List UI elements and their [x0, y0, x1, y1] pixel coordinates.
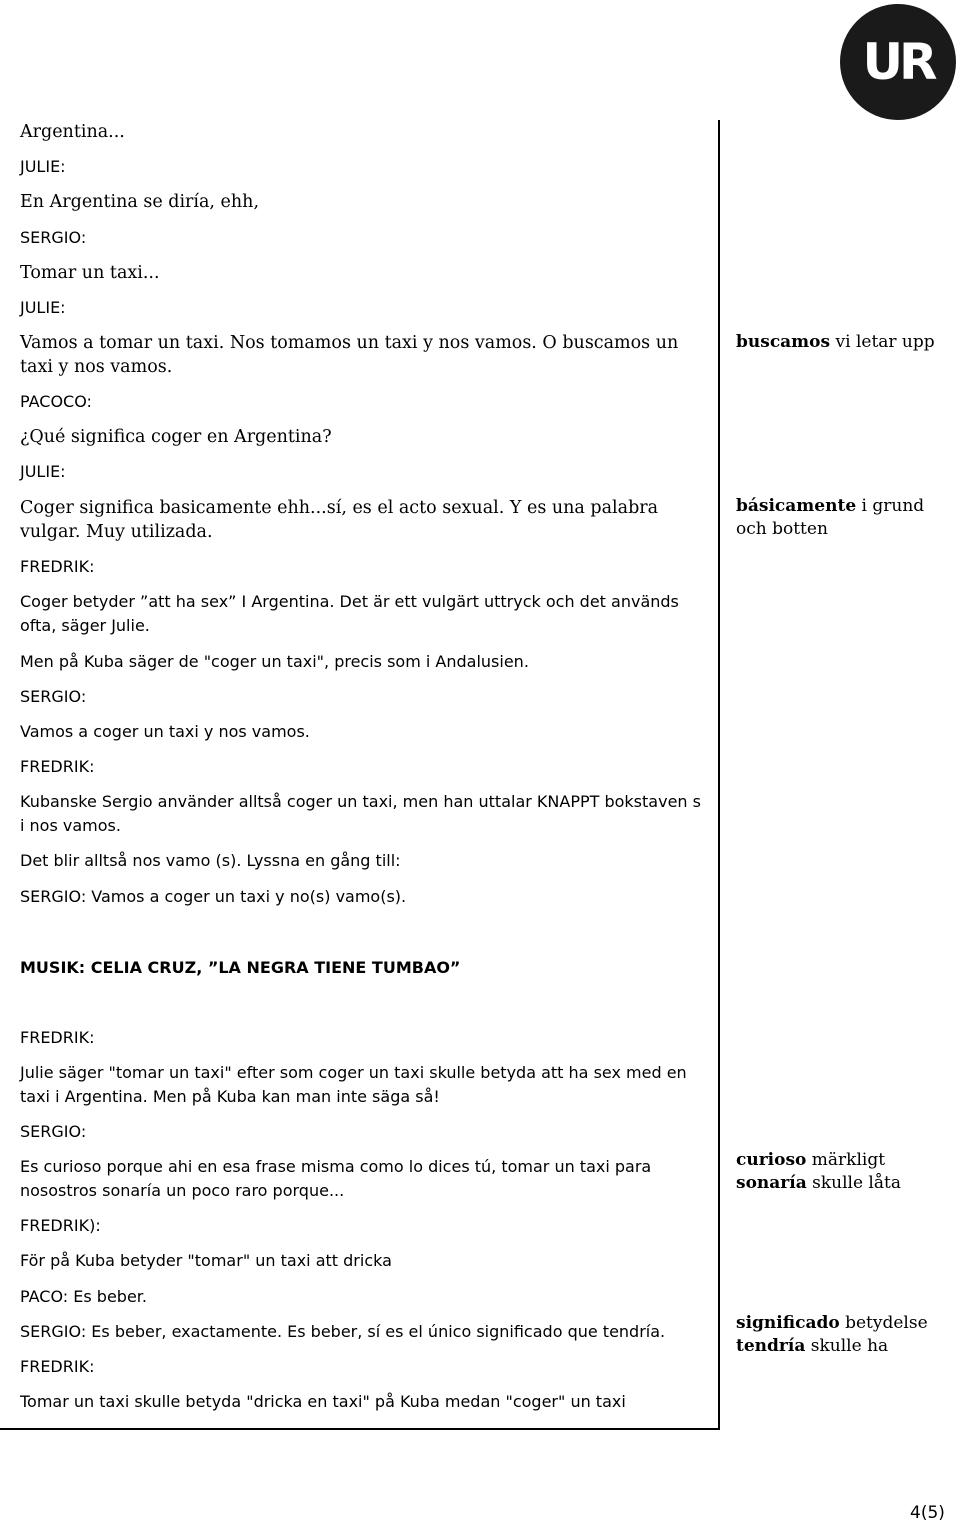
transcript-line: Men på Kuba säger de "coger un taxi", precis som i Andalusien. [20, 652, 529, 671]
ur-logo: UR [840, 4, 956, 120]
speaker-label: SERGIO: [20, 1122, 87, 1141]
glossary-meaning: märkligt [806, 1150, 886, 1170]
speaker-label: FREDRIK: [20, 757, 95, 776]
transcript-line: Julie säger "tomar un taxi" efter som coger un taxi skulle betyda att ha sex med en taxi i Argentina. Men på Kuba kan man inte säga så! [20, 1063, 687, 1106]
transcript-line: Coger betyder ”att ha sex” I Argentina. Det är ett vulgärt uttryck och det används ofta, säger Julie. [20, 592, 679, 635]
glossary-meaning: betydelse [839, 1313, 928, 1333]
speaker-label: FREDRIK): [20, 1216, 101, 1235]
transcript-line: Vamos a coger un taxi y nos vamos. [20, 722, 310, 741]
glossary-meaning: skulle ha [805, 1336, 889, 1356]
glossary-word: sonaría [736, 1173, 807, 1193]
column-divider [718, 120, 720, 1430]
speaker-label: JULIE: [20, 462, 66, 481]
glossary-meaning: skulle låta [806, 1173, 901, 1193]
transcript-line: Det blir alltså nos vamo (s). Lyssna en gång till: [20, 851, 401, 870]
transcript-line: ¿Qué significa coger en Argentina? [20, 427, 332, 447]
speaker-label: JULIE: [20, 157, 66, 176]
transcript-line: Vamos a tomar un taxi. Nos tomamos un taxi y nos vamos. O buscamos un taxi y nos vamos. [20, 333, 679, 377]
glossary-word: buscamos [736, 332, 831, 352]
transcript-line: En Argentina se diría, ehh, [20, 192, 260, 212]
bottom-border [0, 1428, 720, 1430]
glossary-entry [736, 495, 958, 541]
transcript-line: Tomar un taxi... [20, 263, 160, 283]
glossary-meaning: i grund och botten [736, 496, 925, 539]
glossary-entry [736, 1335, 958, 1358]
page-number: 4(5) [910, 1503, 945, 1523]
glossary-word: tendría [736, 1336, 806, 1356]
speaker-label: PACOCO: [20, 392, 92, 411]
glossary-entry [736, 1312, 958, 1335]
transcript-line: SERGIO: Es beber, exactamente. Es beber, sí es el único significado que tendría. [20, 1322, 666, 1341]
speaker-label: SERGIO: [20, 687, 87, 706]
transcript-line: Argentina... [20, 122, 125, 142]
transcript-line: Tomar un taxi skulle betyda "dricka en taxi" på Kuba medan "coger" un taxi [20, 1392, 626, 1411]
transcript-line: Es curioso porque ahi en esa frase misma como lo dices tú, tomar un taxi para nosostros sonaría un poco raro porque... [20, 1157, 652, 1200]
glossary-meaning: vi letar upp [830, 332, 935, 352]
glossary-word: básicamente [736, 496, 857, 516]
music-heading: MUSIK: CELIA CRUZ, ”LA NEGRA TIENE TUMBAO” [20, 958, 461, 977]
transcript-line: Kubanske Sergio använder alltså coger un taxi, men han uttalar KNAPPT bokstaven s i nos vamos. [20, 792, 701, 835]
speaker-label: SERGIO: [20, 228, 87, 247]
speaker-label: FREDRIK: [20, 1357, 95, 1376]
glossary-word: significado [736, 1313, 840, 1333]
glossary-entry [736, 1172, 958, 1195]
transcript-line: För på Kuba betyder "tomar" un taxi att dricka [20, 1251, 392, 1270]
glossary-entry [736, 331, 958, 354]
speaker-label: JULIE: [20, 298, 66, 317]
speaker-label: FREDRIK: [20, 1028, 95, 1047]
glossary-entry [736, 1149, 958, 1172]
transcript-line: PACO: Es beber. [20, 1287, 147, 1306]
speaker-label: FREDRIK: [20, 557, 95, 576]
glossary-word: curioso [736, 1150, 807, 1170]
transcript-line: Coger significa basicamente ehh...sí, es el acto sexual. Y es una palabra vulgar. Muy utilizada. [20, 498, 659, 542]
transcript-line: SERGIO: Vamos a coger un taxi y no(s) vamo(s). [20, 887, 407, 906]
